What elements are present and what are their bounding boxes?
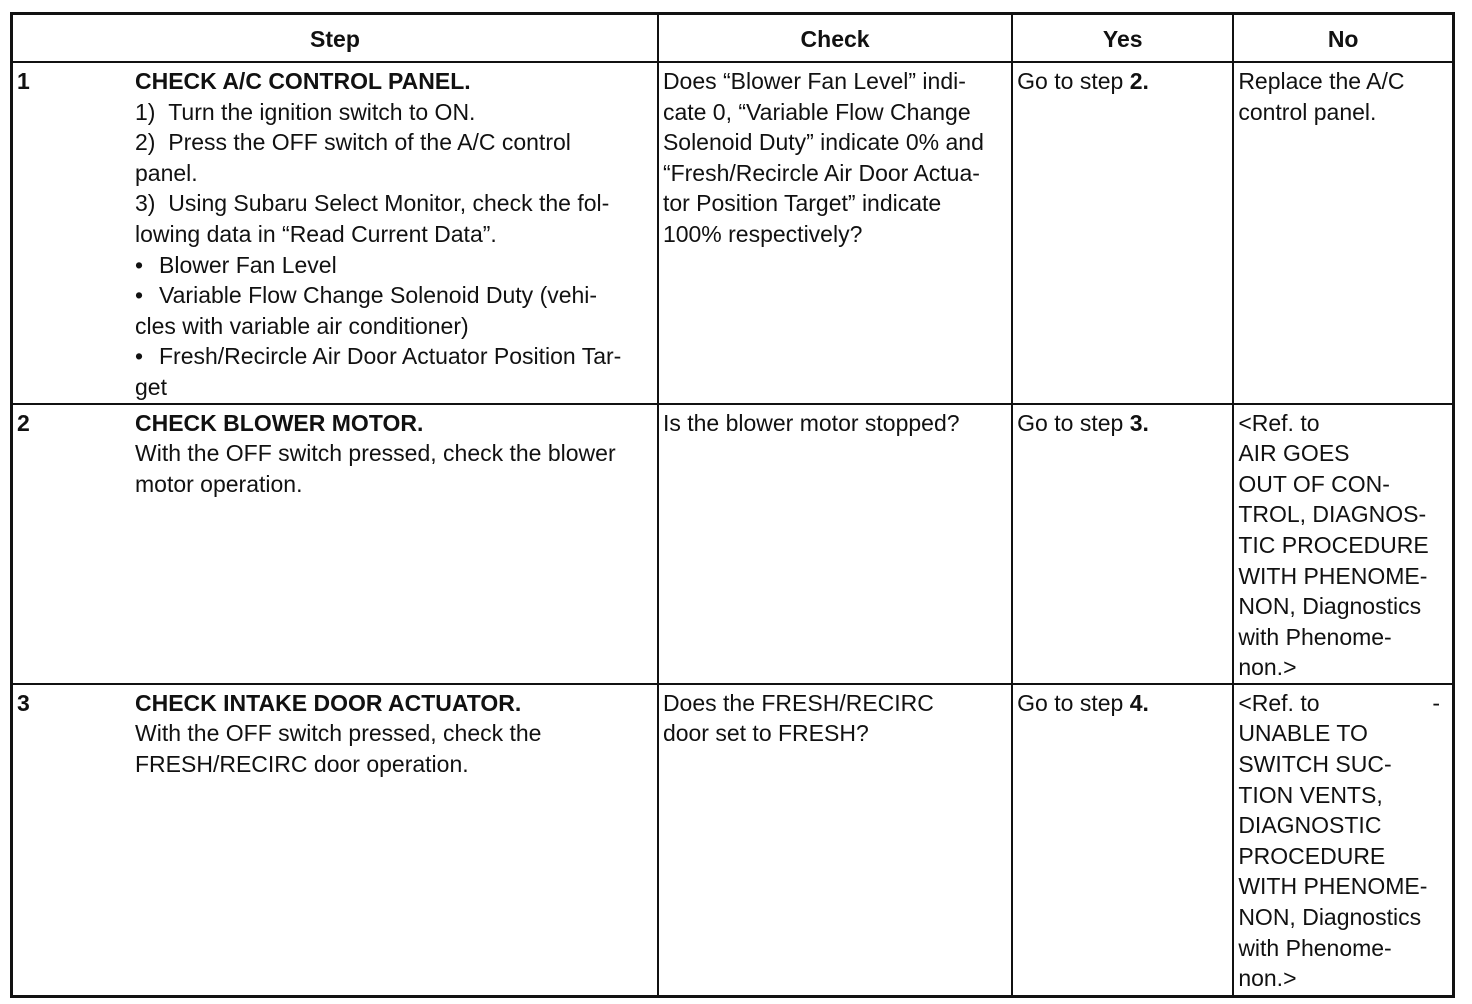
no-ref-text: <Ref. to bbox=[1238, 689, 1320, 716]
step-line: 3) Using Subaru Select Monitor, check the fol- bbox=[135, 190, 610, 217]
header-step: Step bbox=[12, 14, 658, 63]
check-line: Solenoid Duty” indicate 0% and bbox=[662, 129, 984, 156]
step-line: 1) Turn the ignition switch to ON. bbox=[135, 98, 476, 125]
diagnostic-table-wrapper bbox=[10, 12, 1455, 998]
step-line: With the OFF switch pressed, check the blower bbox=[135, 440, 616, 467]
check-cell bbox=[658, 684, 1012, 997]
no-line: OUT OF CON- bbox=[1238, 470, 1390, 497]
yes-cell bbox=[1012, 404, 1233, 684]
step-line: With the OFF switch pressed, check the bbox=[135, 720, 542, 747]
header-check: Check bbox=[658, 14, 1012, 63]
yes-cell bbox=[1012, 684, 1233, 997]
no-line: NON, Diagnostics bbox=[1238, 593, 1422, 620]
bullet-continuation: cles with variable air conditioner) bbox=[135, 312, 469, 339]
yes-prefix: Go to step bbox=[1017, 689, 1130, 716]
step-line: lowing data in “Read Current Data”. bbox=[135, 220, 497, 247]
bullet-item: • Blower Fan Level bbox=[135, 250, 649, 281]
no-cell bbox=[1233, 62, 1453, 404]
no-line: non.> bbox=[1238, 654, 1297, 681]
diagnostic-table bbox=[10, 12, 1455, 998]
step-line: FRESH/RECIRC door operation. bbox=[135, 751, 469, 778]
check-line: Is the blower motor stopped? bbox=[662, 409, 960, 436]
no-line: WITH PHENOME- bbox=[1238, 873, 1428, 900]
check-line: cate 0, “Variable Flow Change bbox=[662, 98, 971, 125]
no-line: SWITCH SUC- bbox=[1238, 751, 1392, 778]
no-line: TION VENTS, bbox=[1238, 781, 1383, 808]
no-line: control panel. bbox=[1238, 98, 1377, 125]
check-cell bbox=[658, 62, 1012, 404]
check-line: Does “Blower Fan Level” indi- bbox=[662, 68, 966, 94]
no-line: Replace the A/C bbox=[1238, 68, 1405, 94]
step-title: CHECK A/C CONTROL PANEL. bbox=[135, 68, 471, 94]
no-line-first bbox=[1238, 688, 1448, 719]
check-line: tor Position Target” indicate bbox=[662, 190, 942, 217]
step-number: 1 bbox=[17, 68, 30, 94]
step-cell bbox=[12, 684, 658, 997]
step-cell bbox=[12, 62, 658, 404]
no-line: with Phenome- bbox=[1238, 934, 1392, 961]
yes-step-link[interactable]: 4. bbox=[1129, 689, 1149, 716]
no-cell[interactable] bbox=[1233, 684, 1453, 997]
header-row bbox=[12, 14, 1454, 63]
yes-prefix: Go to step bbox=[1017, 68, 1130, 94]
no-line: PROCEDURE bbox=[1238, 842, 1386, 869]
step-line: panel. bbox=[135, 159, 198, 186]
no-line: UNABLE TO bbox=[1238, 720, 1368, 747]
step-line: 2) Press the OFF switch of the A/C control bbox=[135, 129, 571, 156]
yes-prefix: Go to step bbox=[1017, 409, 1130, 436]
no-line: TIC PROCEDURE bbox=[1238, 531, 1429, 558]
check-line: 100% respectively? bbox=[662, 220, 863, 247]
step-title: CHECK BLOWER MOTOR. bbox=[135, 409, 424, 436]
bullet-continuation: get bbox=[135, 373, 167, 400]
yes-step-link[interactable]: 2. bbox=[1129, 68, 1149, 94]
no-line: NON, Diagnostics bbox=[1238, 904, 1422, 931]
step-title: CHECK INTAKE DOOR ACTUATOR. bbox=[135, 689, 522, 716]
no-cell[interactable] bbox=[1233, 404, 1453, 684]
no-dash: - bbox=[1432, 689, 1440, 716]
check-line: Does the FRESH/RECIRC bbox=[662, 689, 934, 716]
table-row bbox=[12, 62, 1454, 404]
no-line: non.> bbox=[1238, 965, 1297, 992]
no-line: AIR GOES bbox=[1238, 440, 1350, 467]
step-number: 3 bbox=[17, 689, 30, 716]
header-no: No bbox=[1233, 14, 1453, 63]
check-line: door set to FRESH? bbox=[662, 720, 869, 747]
check-line: “Fresh/Recircle Air Door Actua- bbox=[662, 159, 980, 186]
yes-cell bbox=[1012, 62, 1233, 404]
header-yes: Yes bbox=[1012, 14, 1233, 63]
bullet-item: • Fresh/Recircle Air Door Actuator Position Tar- bbox=[135, 341, 649, 372]
bullet-item: • Variable Flow Change Solenoid Duty (vehi- bbox=[135, 280, 649, 311]
step-number: 2 bbox=[17, 409, 30, 436]
step-line: motor operation. bbox=[135, 470, 303, 497]
no-line: with Phenome- bbox=[1238, 623, 1392, 650]
step-cell bbox=[12, 404, 658, 684]
table-row bbox=[12, 684, 1454, 997]
table-row bbox=[12, 404, 1454, 684]
check-cell bbox=[658, 404, 1012, 684]
no-line: <Ref. to bbox=[1238, 409, 1320, 436]
no-line: TROL, DIAGNOS- bbox=[1238, 501, 1427, 528]
no-line: WITH PHENOME- bbox=[1238, 562, 1428, 589]
no-line: DIAGNOSTIC bbox=[1238, 812, 1382, 839]
yes-step-link[interactable]: 3. bbox=[1129, 409, 1149, 436]
